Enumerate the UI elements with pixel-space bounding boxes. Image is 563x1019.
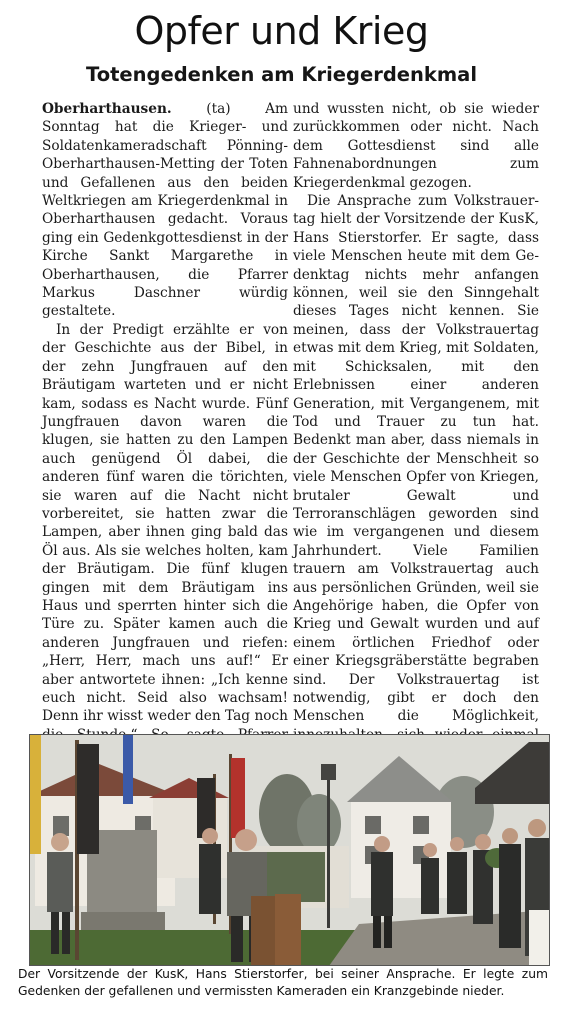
article-headline: Opfer und Krieg [134, 9, 429, 53]
article-column-left [42, 100, 288, 799]
photo-caption: Der Vorsitzende der KusK, Hans Stierstorfer, bei seiner Ansprache. Er legte zum Gedenken der gefallenen und vermissten Kameraden ein Kranzgebinde nieder. [18, 967, 548, 998]
memorial-ceremony-photo [29, 734, 550, 966]
article-paragraph-text: (ta) Am Sonntag hat die Krieger- und Soldatenkameradschaft Pönning-Oberharthausen-Metting der Toten und Gefallenen aus den beiden Weltkriegen am Kriegerdenkmal in Oberharthausen gedacht. Voraus ging ein Gedenkgottesdienst in der Kirche Sankt Margarethe in Oberharthausen, die Pfarrer Markus Daschner würdig gestaltete. [42, 101, 288, 320]
article-photo [29, 734, 550, 966]
article-paragraph: Die Ansprache zum Volkstrauertag hielt der Vorsitzende der KusK, Hans Stierstorfer. Er sagte, dass viele Menschen heute mit dem Gedenktag nichts mehr anfangen können, weil sie den Sinngehalt dieses Tages nicht kennen. Sie meinen, dass der Volkstrauertag etwas mit dem Krieg, mit Soldaten, mit Schicksalen, mit den Erlebnissen einer anderen Generation, mit Vergangenem, mit Tod und Trauer zu tun hat. Bedenkt man aber, dass niemals in der Geschichte der Menschheit so viele Menschen Opfer von Kriegen, brutaler Gewalt und Terroranschlägen geworden sind wie im vergangenen und diesem Jahrhundert. Viele Familien trauern am Volkstrauertag auch aus persönlichen Gründen, weil sie Angehörige haben, die Opfer von Krieg und Gewalt wurden und auf einem örtlichen Friedhof oder einer Kriegsgräberstätte begraben sind. Der Volkstrauertag ist notwendig, gibt er doch den Menschen die Möglichkeit, [293, 193, 539, 725]
article-subheadline: Totengedenken am Kriegerdenkmal [85, 63, 478, 86]
article-paragraph: und wussten nicht, ob sie wieder zurückkommen oder nicht. Nach dem Gottesdienst sind alle Fahnenabordnungen zum Kriegerdenkmal gezogen. [293, 101, 539, 191]
article-column-right [293, 100, 539, 781]
article-paragraph: In der Predigt erzählte er von der Geschichte aus der Bibel, in der zehn Jungfrauen auf den Bräutigam warteten und er nicht kam, sodass es Nacht wurde. Fünf Jungfrauen davon waren die klugen, sie hatten zu den Lampen auch genügend Öl dabei, die anderen fünf waren die törichten, sie waren auf die Nacht nicht vorbereitet, sie hatten zwar die Lampen, aber ihnen ging bald das Öl aus. Als sie welches holten, kam der Bräutigam. Die fünf klugen gingen mit dem Bräutigam ins Haus und sperrten hinter sich die Türe zu. Später kamen auch die anderen Jungfrauen und riefen: „Herr, Herr, mach uns auf!“ Er aber antwortete ihnen: „Ich kenne euch nicht. Seid also wachsam! Denn ihr wisst weder den Tag noch [42, 321, 288, 725]
article-dateline: Oberharthausen. [42, 101, 172, 117]
article-paragraph [42, 100, 288, 321]
